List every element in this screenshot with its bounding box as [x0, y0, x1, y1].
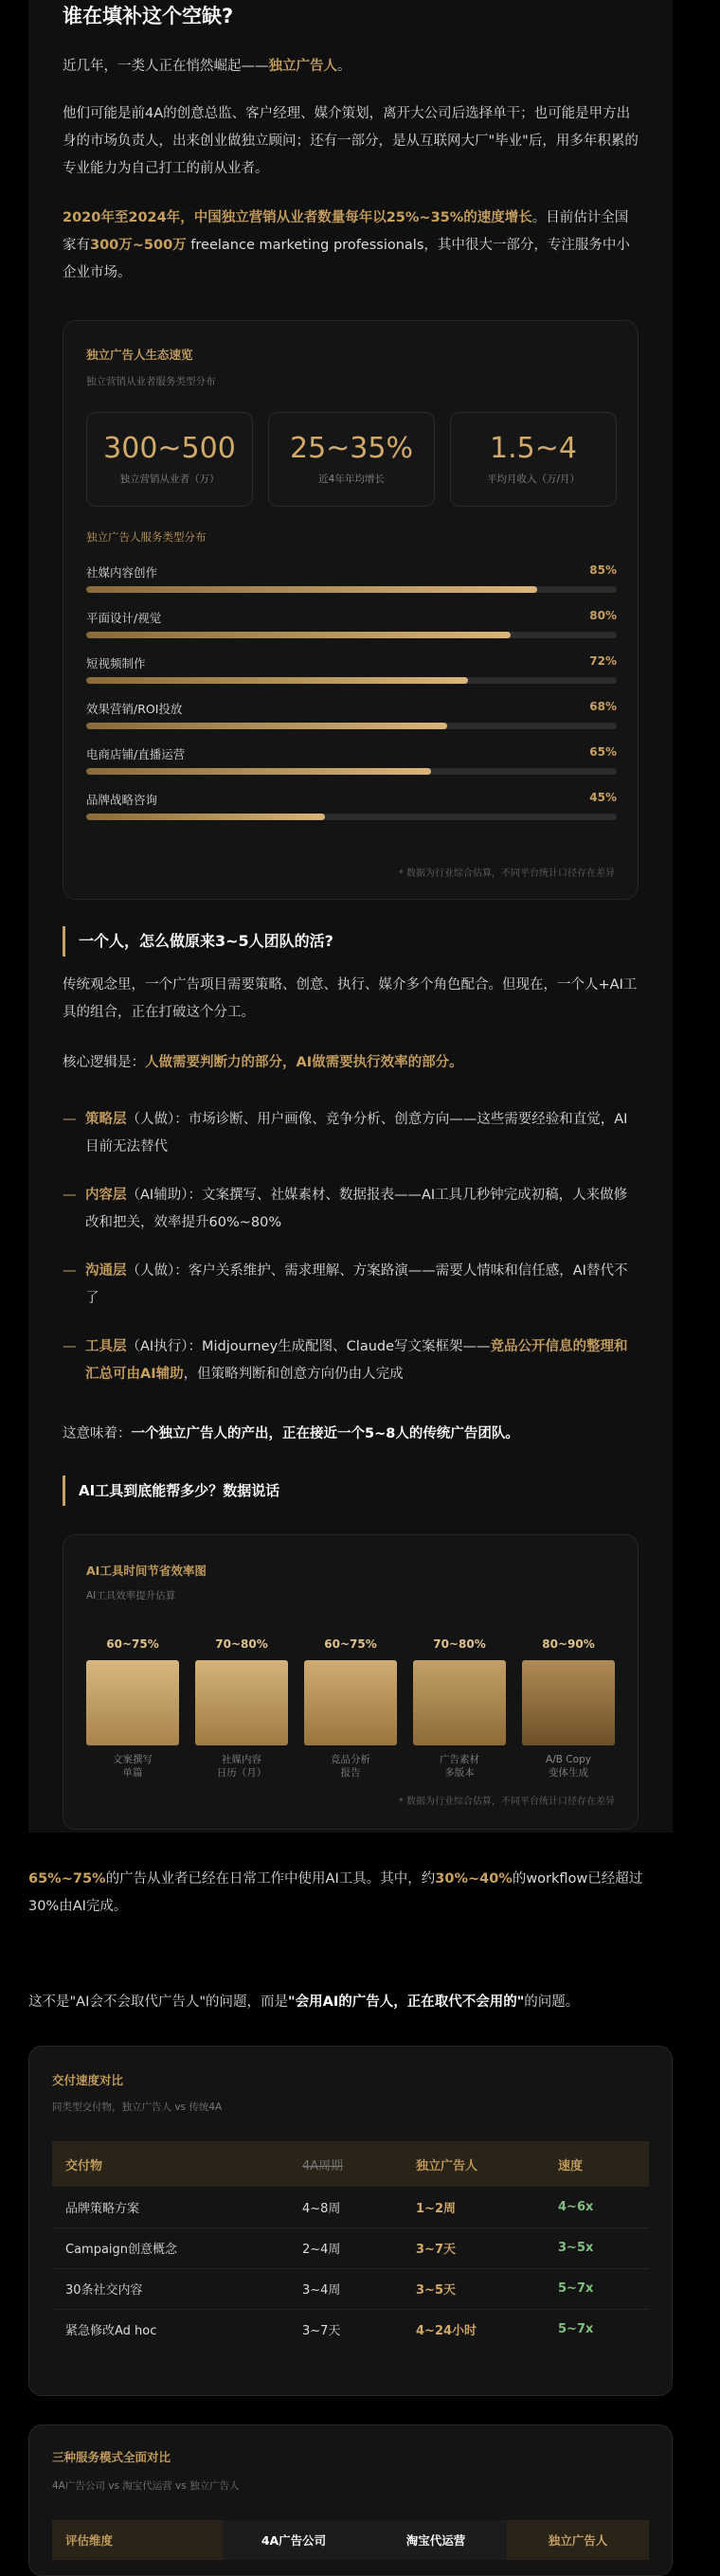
stat-box: [450, 412, 617, 507]
data-note: * 数据为行业综合估算，不同平台统计口径存在差异: [398, 1797, 615, 1807]
column-bar: [522, 1660, 615, 1745]
bar-fill: [86, 814, 325, 820]
column-label: [304, 1753, 397, 1780]
list-item-body: （AI执行）：Midjourney生成配图、Claude写文案框架——: [126, 1339, 491, 1354]
list-item-title: 内容层: [85, 1188, 127, 1203]
dash-marker: —: [63, 1188, 77, 1203]
list-item-title: 沟通层: [85, 1263, 127, 1279]
stat-label: 独立营销从业者（万）: [119, 474, 220, 485]
table-cell: 4~8周: [289, 2187, 403, 2227]
stat-label: 平均月收入（万/月）: [486, 474, 581, 485]
card-subtitle: 独立营销从业者服务类型分布: [86, 376, 216, 387]
intro-paragraph-2: 他们可能是前4A的创意总监、客户经理、媒介策划，离开大公司后选择单干；也可能是甲方出身的市场负责人，出来创业做独立顾问；还有一部分，是从互联网大厂"毕业"后，用多年积累的专业能力为自己打工的前从业者。: [63, 106, 639, 176]
bar-fill: [86, 768, 431, 775]
core-logic-highlight: 人做需要判断力的部分，AI做需要执行效率的部分。: [145, 1055, 463, 1070]
section-paragraph: 传统观念里，一个广告项目需要策略、创意、执行、媒介多个角色配合。但现在，一个人+AI工具的组合，正在打破这个分工。: [63, 977, 638, 1020]
data-note: * 数据为行业综合估算，不同平台统计口径存在差异: [398, 868, 615, 879]
table-header: 独立广告人: [403, 2141, 545, 2187]
list-item: [63, 1258, 640, 1313]
intro-highlight: 独立广告人: [268, 59, 337, 74]
bar-label: 社媒内容创作: [86, 565, 158, 580]
table-cell: 4~6x: [545, 2187, 649, 2227]
table-cell: 3~4周: [289, 2268, 403, 2309]
table-header: 淘宝代运营: [365, 2520, 507, 2560]
stat-value: 25~35%: [290, 432, 413, 465]
dash-marker: —: [63, 1263, 77, 1279]
bar-row: [86, 745, 617, 783]
list-item-title: 工具层: [85, 1339, 127, 1354]
table-row: [52, 2187, 649, 2227]
bar-value: 65%: [589, 745, 617, 759]
bar-track: [86, 723, 617, 729]
intro-text: 。: [337, 59, 351, 74]
efficiency-card: [63, 1534, 639, 1830]
column-label: [195, 1753, 288, 1780]
paragraph-text: 的广告从业者已经在日常工作中使用AI工具。其中，约: [105, 1871, 436, 1887]
column-label-line: 文案撰写: [113, 1754, 153, 1765]
table-cell: 2~4周: [289, 2227, 403, 2268]
section-heading: 谁在填补这个空缺?: [63, 5, 234, 27]
bar-row: [86, 791, 617, 829]
bar-track: [86, 632, 617, 638]
column-label-line: 广告素材: [440, 1754, 479, 1765]
bar-fill: [86, 723, 447, 729]
bar-row: [86, 609, 617, 647]
bar-fill: [86, 677, 468, 684]
table-cell: 30条社交内容: [52, 2268, 289, 2309]
stat-value: 1.5~4: [490, 432, 577, 465]
column-value: 60~75%: [106, 1637, 159, 1651]
growth-highlight: 2020年至2024年，中国独立营销从业者数量每年以25%~35%的速度增长: [63, 210, 532, 225]
bar-track: [86, 586, 617, 593]
card-subtitle: 4A广告公司 vs 淘宝代运营 vs 独立广告人: [52, 2480, 240, 2492]
list-item: [63, 1333, 640, 1388]
intro-text: 。目前估计全国家有: [63, 210, 629, 253]
card-subtitle: AI工具效率提升估算: [86, 1590, 176, 1601]
column-label-line: A/B Copy: [546, 1754, 591, 1765]
bar-value: 68%: [589, 700, 617, 713]
table-header: 评估维度: [52, 2520, 223, 2560]
stat-box: [268, 412, 435, 507]
column-label: [413, 1753, 506, 1780]
paragraph-text: 这意味着：: [63, 1426, 132, 1441]
table-header: 4A广告公司: [223, 2520, 365, 2560]
bar-label: 平面设计/视觉: [86, 611, 162, 625]
column-bar: [86, 1660, 179, 1745]
stat-box: [86, 412, 253, 507]
table-cell: 紧急修改Ad hoc: [65, 2324, 157, 2339]
paragraph-text: 的workflow已经超过30%由AI完成。: [28, 1871, 643, 1914]
adoption-highlight: 65%~75%: [28, 1871, 106, 1887]
dash-marker: —: [63, 1112, 77, 1127]
bar-row: [86, 654, 617, 692]
column-label: [86, 1753, 179, 1780]
paragraph-text: 核心逻辑是：: [63, 1055, 145, 1070]
table-header-row: [52, 2141, 649, 2187]
table-cell: 5~7x: [558, 2322, 594, 2337]
column-value: 70~80%: [215, 1637, 268, 1651]
speed-card: [28, 2046, 673, 2396]
workflow-highlight: 30%~40%: [435, 1871, 513, 1887]
table-cell: 3~5天: [403, 2268, 545, 2309]
intro-paragraph-1: [63, 53, 640, 80]
stat-value: 300~500: [103, 432, 236, 465]
list-item-body: ，但策略判断和创意方向仍由人完成: [183, 1367, 404, 1382]
bar-label: 品牌战略咨询: [86, 793, 158, 807]
table-cell: 3~7天: [302, 2324, 341, 2339]
column-bar: [304, 1660, 397, 1745]
bar-row: [86, 700, 617, 738]
column-label-line: 变体生成: [549, 1767, 588, 1779]
column-bar: [195, 1660, 288, 1745]
column-label-line: 社媒内容: [222, 1754, 261, 1765]
column-label-line: 单篇: [122, 1767, 143, 1779]
compare-card: [28, 2424, 673, 2576]
intro-text: freelance marketing professionals，其中很大一部分，专注服务中小企业市场。: [63, 238, 630, 280]
list-item-title: 策略层: [85, 1112, 127, 1127]
table-cell: 3~7天: [403, 2227, 545, 2268]
card-title: 独立广告人生态速览: [86, 348, 193, 362]
conclusion-paragraph: [63, 1421, 640, 1448]
section-heading: AI工具到底能帮多少？数据说话: [63, 1476, 640, 1506]
column-label-line: 竞品分析: [331, 1754, 370, 1765]
list-item: [63, 1182, 640, 1237]
bar-fill: [86, 586, 537, 593]
count-highlight: 300万~500万: [90, 238, 187, 253]
table-header-row: [52, 2520, 649, 2560]
list-item-body: （人做）：客户关系维护、需求理解、方案路演——需要人情味和信任感，AI替代不了: [85, 1263, 628, 1306]
table-row: [52, 2268, 649, 2309]
column-label: [522, 1753, 615, 1780]
column-label-line: 报告: [340, 1767, 361, 1779]
question-paragraph: [28, 1989, 673, 2016]
adoption-paragraph: [28, 1866, 673, 1921]
column-value: 70~80%: [433, 1637, 486, 1651]
table-cell: 1~2周: [403, 2187, 545, 2227]
bar-fill: [86, 632, 511, 638]
bar-track: [86, 814, 617, 820]
stat-label: 近4年年均增长: [318, 474, 385, 485]
list-item-body: （AI辅助）：文案撰写、社媒素材、数据报表——AI工具几秒钟完成初稿，人来做修改和把关，效率提升60%~80%: [85, 1188, 628, 1230]
bar-value: 85%: [589, 564, 617, 577]
core-logic-paragraph: [63, 1049, 640, 1077]
bar-label: 电商店铺/直播运营: [86, 747, 186, 761]
column-label-line: 日历（月）: [216, 1767, 267, 1779]
bar-value: 80%: [589, 609, 617, 622]
bar-value: 45%: [589, 791, 617, 804]
paragraph-text: 的问题。: [524, 1995, 580, 2010]
bar-row: [86, 564, 617, 601]
card-title: 交付速度对比: [52, 2073, 124, 2087]
section-heading: 一个人，怎么做原来3~5人团队的活?: [63, 926, 640, 957]
speed-table: [52, 2141, 649, 2350]
distribution-title: 独立广告人服务类型分布: [86, 530, 207, 544]
table-cell: 5~7x: [545, 2268, 649, 2309]
bar-track: [86, 677, 617, 684]
intro-paragraph-3: [63, 205, 640, 287]
card-title: AI工具时间节省效率图: [86, 1564, 207, 1578]
list-item-body: （人做）：市场诊断、用户画像、竞争分析、创意方向——这些需要经验和直觉，AI目前无法替代: [85, 1112, 628, 1154]
list-item-highlight: 竞品公开信息的整理和汇总可由AI辅助: [85, 1339, 628, 1382]
card-title: 三种服务模式全面对比: [52, 2450, 171, 2464]
table-cell: 4~24小时: [416, 2324, 477, 2339]
table-row: [52, 2309, 649, 2350]
dash-marker: —: [63, 1339, 77, 1354]
conclusion-bold: 一个独立广告人的产出，正在接近一个5~8人的传统广告团队。: [131, 1426, 519, 1441]
table-header: 交付物: [52, 2141, 289, 2187]
ecosystem-card: [63, 320, 639, 900]
table-row: [52, 2227, 649, 2268]
list-item: [63, 1106, 640, 1161]
compare-table: [52, 2520, 649, 2560]
table-header: 独立广告人: [507, 2520, 649, 2560]
table-cell: 3~5x: [545, 2227, 649, 2268]
intro-text: 近几年，一类人正在悄然崛起——: [63, 59, 269, 74]
bar-track: [86, 768, 617, 775]
bar-value: 72%: [589, 654, 617, 668]
column-label-line: 多版本: [444, 1767, 475, 1779]
bar-label: 效果营销/ROI投放: [86, 702, 183, 716]
table-header: 速度: [545, 2141, 649, 2187]
table-cell: 品牌策略方案: [52, 2187, 289, 2227]
table-header: 4A周期: [289, 2141, 403, 2187]
question-bold: "会用AI的广告人，正在取代不会用的": [288, 1995, 525, 2010]
bar-label: 短视频制作: [86, 656, 146, 671]
card-subtitle: 同类型交付物，独立广告人 vs 传统4A: [52, 2102, 223, 2113]
column-value: 80~90%: [542, 1637, 595, 1651]
column-value: 60~75%: [324, 1637, 377, 1651]
column-bar: [413, 1660, 506, 1745]
paragraph-text: 这不是"AI会不会取代广告人"的问题，而是: [28, 1995, 289, 2010]
table-cell: Campaign创意概念: [52, 2227, 289, 2268]
